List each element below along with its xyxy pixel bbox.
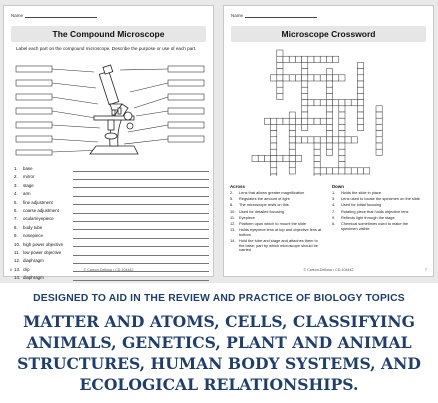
clue-text: Lens that allows greater magnification bbox=[239, 190, 305, 195]
down-heading: Down bbox=[332, 184, 344, 189]
answer-line bbox=[73, 251, 209, 256]
part-name: clip bbox=[23, 266, 30, 272]
crossword-cell bbox=[314, 143, 320, 149]
crossword-cell bbox=[326, 93, 332, 99]
crossword-cell bbox=[326, 100, 332, 106]
down-clues bbox=[332, 184, 424, 233]
clue-number: 7. bbox=[332, 208, 336, 214]
parts-list bbox=[14, 165, 209, 282]
crossword-cell bbox=[277, 56, 283, 62]
crossword-cell bbox=[302, 56, 308, 62]
list-item bbox=[14, 232, 209, 240]
crossword-cell bbox=[295, 137, 301, 143]
crossword-cell bbox=[326, 56, 332, 62]
answer-line bbox=[73, 259, 209, 264]
crossword-cell bbox=[302, 106, 308, 112]
crossword-cell bbox=[357, 69, 363, 75]
part-number: 9. bbox=[14, 233, 18, 239]
answer-line bbox=[73, 276, 209, 281]
crossword-cell bbox=[302, 87, 308, 93]
part-number: 12. bbox=[14, 258, 21, 264]
clue-number: 10. bbox=[230, 208, 236, 214]
clue-number: 4. bbox=[332, 202, 336, 208]
crossword-cell bbox=[302, 81, 308, 87]
crossword-cell bbox=[277, 50, 283, 56]
name-label: Name bbox=[231, 13, 244, 18]
part-name: low power objective bbox=[23, 249, 62, 255]
list-item bbox=[14, 190, 209, 198]
tagline: DESIGNED TO AID IN THE REVIEW AND PRACTICE OF BIOLOGY TOPICS bbox=[33, 293, 405, 304]
part-name: nosepiece bbox=[23, 233, 44, 239]
part-number: 3. bbox=[14, 182, 18, 188]
name-line bbox=[25, 13, 97, 18]
clue-item bbox=[230, 228, 322, 237]
clue-text: The microscope rests on this bbox=[239, 202, 289, 208]
part-number: 2. bbox=[14, 174, 18, 180]
clue-number: 5. bbox=[230, 196, 234, 202]
crossword-cell bbox=[339, 100, 345, 106]
name-field bbox=[11, 13, 97, 18]
crossword-cell bbox=[302, 100, 308, 106]
list-item bbox=[14, 274, 209, 282]
crossword-cell bbox=[320, 137, 326, 143]
crossword-cell bbox=[376, 124, 382, 130]
instructions: Label each part on the compound microscope. Describe the purpose or use of each part. bbox=[16, 46, 197, 51]
clue-text: Used for detailed focusing bbox=[239, 208, 284, 214]
clue-number: 14. bbox=[230, 237, 236, 243]
clue-item bbox=[332, 216, 424, 221]
crossword-cell bbox=[351, 137, 357, 143]
clue-text: Chemical sometimes used to make the specimen visible bbox=[341, 220, 409, 231]
crossword-cell bbox=[320, 56, 326, 62]
answer-line bbox=[73, 242, 209, 247]
crossword-cell bbox=[345, 137, 351, 143]
crossword-cell bbox=[289, 118, 295, 124]
page-number: 6 bbox=[10, 268, 12, 272]
part-number: 11. bbox=[14, 249, 20, 255]
part-number: 1. bbox=[14, 166, 18, 171]
crossword-cell bbox=[283, 56, 289, 62]
crossword-cell bbox=[333, 56, 339, 62]
list-item bbox=[14, 173, 209, 181]
crossword-cell bbox=[345, 100, 351, 106]
crossword-cell bbox=[271, 174, 277, 176]
part-number: 10. bbox=[14, 241, 21, 247]
crossword-cell bbox=[271, 162, 277, 168]
crossword-cell bbox=[339, 137, 345, 143]
crossword-cell bbox=[289, 131, 295, 137]
crossword-cell bbox=[314, 56, 320, 62]
crossword-cell bbox=[277, 75, 283, 81]
crossword-cell bbox=[283, 155, 289, 161]
crossword-cell bbox=[295, 56, 301, 62]
crossword-cell bbox=[277, 69, 283, 75]
topics-list: MATTER AND ATOMS, CELLS, CLASSIFYING ANIMALS, GENETICS, PLANT AND ANIMAL STRUCTURES, HUMAN BODY SYSTEMS, AND ECOLOGICAL RELATIONSHIPS. bbox=[17, 312, 421, 394]
microscope-illustration bbox=[12, 62, 208, 157]
crossword-cell bbox=[333, 100, 339, 106]
clue-text: Hold the tube and stage and attaches them to the base; part by which microscope should be carried bbox=[239, 237, 318, 253]
crossword-cell bbox=[271, 75, 277, 81]
crossword-cell bbox=[302, 69, 308, 75]
list-item bbox=[14, 199, 209, 207]
crossword-cell bbox=[271, 131, 277, 137]
crossword-cell bbox=[376, 149, 382, 155]
crossword-cell bbox=[271, 168, 277, 174]
crossword-cell bbox=[289, 124, 295, 130]
crossword-cell bbox=[258, 155, 264, 161]
crossword-cell bbox=[283, 118, 289, 124]
clue-text: Rotating piece that holds objective lens bbox=[341, 208, 409, 214]
crossword-cell bbox=[364, 168, 370, 174]
clue-text: Regulates the amount of light bbox=[239, 196, 290, 202]
crossword-cell bbox=[326, 112, 332, 118]
crossword-cell bbox=[357, 118, 363, 124]
crossword-cell bbox=[314, 168, 320, 174]
crossword-cell bbox=[326, 69, 332, 75]
clue-item bbox=[332, 197, 424, 202]
crossword-cell bbox=[314, 155, 320, 161]
crossword-cell bbox=[357, 100, 363, 106]
answer-line bbox=[73, 175, 209, 180]
crossword-cell bbox=[333, 137, 339, 143]
crossword-cell bbox=[277, 87, 283, 93]
crossword-cell bbox=[277, 93, 283, 99]
part-name: mirror bbox=[23, 174, 35, 180]
crossword-cell bbox=[302, 93, 308, 99]
crossword-cell bbox=[271, 118, 277, 124]
crossword-cell bbox=[326, 87, 332, 93]
crossword-cell bbox=[357, 81, 363, 87]
answer-line bbox=[73, 225, 209, 230]
crossword-cell bbox=[339, 131, 345, 137]
crossword-cell bbox=[339, 149, 345, 155]
crossword-cell bbox=[314, 149, 320, 155]
clue-number: 8. bbox=[230, 202, 234, 208]
page-footer: © Carson-Dellosa • CD-104442 bbox=[303, 268, 354, 272]
clue-item bbox=[230, 203, 322, 208]
crossword-cell bbox=[277, 62, 283, 68]
across-heading: Across bbox=[230, 184, 245, 189]
crossword-cell bbox=[339, 124, 345, 130]
crossword-cell bbox=[320, 100, 326, 106]
crossword-cell bbox=[339, 112, 345, 118]
clue-number: 13. bbox=[230, 227, 236, 233]
clue-number: 11. bbox=[230, 214, 236, 220]
crossword-cell bbox=[289, 143, 295, 149]
crossword-cell bbox=[339, 75, 345, 81]
crossword-cell bbox=[283, 75, 289, 81]
crossword-cell bbox=[376, 143, 382, 149]
crossword-cell bbox=[277, 118, 283, 124]
clue-item bbox=[230, 197, 322, 202]
crossword-cell bbox=[326, 131, 332, 137]
answer-line bbox=[73, 167, 209, 172]
crossword-cell bbox=[339, 155, 345, 161]
crossword-cell bbox=[357, 75, 363, 81]
crossword-cell bbox=[314, 75, 320, 81]
crossword-cell bbox=[314, 174, 320, 176]
part-name: stage bbox=[23, 182, 34, 188]
crossword-cell bbox=[277, 155, 283, 161]
part-name: diaphragm bbox=[23, 275, 44, 281]
crossword-cell bbox=[326, 149, 332, 155]
page-title: The Compound Microscope bbox=[11, 26, 206, 42]
crossword-cell bbox=[326, 75, 332, 81]
crossword-cell bbox=[308, 100, 314, 106]
crossword-cell bbox=[339, 143, 345, 149]
crossword-cell bbox=[376, 137, 382, 143]
page-footer: © Carson-Dellosa • CD-104442 bbox=[83, 268, 134, 272]
page-number: 7 bbox=[425, 268, 427, 272]
crossword-cell bbox=[308, 137, 314, 143]
crossword-cell bbox=[326, 106, 332, 112]
crossword-cell bbox=[308, 75, 314, 81]
crossword-cell bbox=[289, 112, 295, 118]
clue-item bbox=[332, 203, 424, 208]
crossword-cell bbox=[339, 162, 345, 168]
crossword-cell bbox=[357, 106, 363, 112]
crossword-cell bbox=[271, 149, 277, 155]
clue-item bbox=[230, 222, 322, 227]
clue-item bbox=[332, 210, 424, 215]
crossword-cell bbox=[302, 118, 308, 124]
crossword-cell bbox=[351, 168, 357, 174]
crossword-cell bbox=[320, 75, 326, 81]
crossword-cell bbox=[339, 168, 345, 174]
crossword-cell bbox=[295, 75, 301, 81]
clue-text: Platform upon which to mount the slide bbox=[239, 220, 307, 226]
crossword-cell bbox=[376, 106, 382, 112]
answer-line bbox=[73, 192, 209, 197]
part-name: coarse adjustment bbox=[23, 207, 59, 213]
part-name: base bbox=[23, 166, 33, 171]
list-item bbox=[14, 224, 209, 232]
name-label: Name bbox=[11, 13, 24, 18]
crossword-cell bbox=[302, 112, 308, 118]
answer-line bbox=[73, 217, 209, 222]
page-title: Microscope Crossword bbox=[231, 26, 426, 42]
clue-text: Eyepiece bbox=[239, 214, 256, 220]
part-number: 7. bbox=[14, 216, 18, 222]
part-name: high power objective bbox=[23, 241, 64, 247]
name-field bbox=[231, 13, 317, 18]
crossword-cell bbox=[289, 155, 295, 161]
crossword-cell bbox=[357, 93, 363, 99]
crossword-cell bbox=[314, 100, 320, 106]
clue-text: Holds the slide in place bbox=[341, 190, 382, 195]
list-item bbox=[14, 257, 209, 265]
crossword-cell bbox=[357, 124, 363, 130]
part-number: 5. bbox=[14, 199, 18, 205]
crossword-cell bbox=[333, 75, 339, 81]
crossword-cell bbox=[314, 162, 320, 168]
crossword-cell bbox=[314, 118, 320, 124]
crossword-cell bbox=[376, 112, 382, 118]
answer-line bbox=[73, 209, 209, 214]
name-line bbox=[245, 13, 317, 18]
crossword-cell bbox=[339, 106, 345, 112]
clue-number: 9. bbox=[332, 214, 336, 220]
right-worksheet-page bbox=[223, 5, 434, 277]
left-worksheet-page bbox=[3, 5, 214, 281]
answer-line bbox=[73, 183, 209, 188]
crossword-cell bbox=[326, 118, 332, 124]
list-item bbox=[14, 207, 209, 215]
part-number: 14. bbox=[14, 275, 21, 281]
part-number: 4. bbox=[14, 191, 18, 197]
clue-item bbox=[332, 191, 424, 196]
part-name: ocular/eyepiece bbox=[23, 216, 54, 222]
crossword-cell bbox=[326, 143, 332, 149]
list-item bbox=[14, 215, 209, 223]
part-number: 13. bbox=[14, 266, 21, 272]
part-number: 6. bbox=[14, 207, 18, 213]
crossword-cell bbox=[271, 124, 277, 130]
crossword-cell bbox=[351, 100, 357, 106]
clue-number: 1. bbox=[332, 190, 336, 195]
part-name: fine adjustment bbox=[23, 199, 53, 205]
clue-item bbox=[230, 191, 322, 196]
part-number: 8. bbox=[14, 224, 18, 230]
clue-text: Holds eyepiece lens at top and objective lens at bottom bbox=[239, 227, 322, 237]
crossword-cell bbox=[289, 162, 295, 168]
list-item bbox=[14, 165, 209, 173]
clue-text: Used for initial focusing bbox=[341, 202, 382, 208]
list-item bbox=[14, 241, 209, 249]
answer-line bbox=[73, 200, 209, 205]
answer-line bbox=[73, 234, 209, 239]
clue-item bbox=[230, 210, 322, 215]
crossword-cell bbox=[308, 56, 314, 62]
crossword-cell bbox=[289, 149, 295, 155]
list-item bbox=[14, 249, 209, 257]
clue-item bbox=[332, 222, 424, 231]
crossword-cell bbox=[302, 124, 308, 130]
crossword-cell bbox=[271, 143, 277, 149]
crossword-cell bbox=[320, 118, 326, 124]
clue-number: 12. bbox=[230, 220, 236, 226]
clue-item bbox=[230, 239, 322, 253]
crossword-cell bbox=[314, 137, 320, 143]
crossword-cell bbox=[357, 168, 363, 174]
crossword-cell bbox=[326, 124, 332, 130]
part-name: diaphragm bbox=[23, 258, 44, 264]
microscope-diagram bbox=[12, 62, 208, 157]
crossword-cell bbox=[326, 81, 332, 87]
clue-text: Lens used to locate the specimen on the slide bbox=[341, 196, 420, 202]
crossword-cell bbox=[308, 118, 314, 124]
crossword-grid-svg bbox=[234, 46, 424, 176]
crossword-cell bbox=[264, 155, 270, 161]
part-name: body tube bbox=[23, 224, 43, 230]
crossword-cell bbox=[326, 168, 332, 174]
crossword-cell bbox=[289, 75, 295, 81]
promo-blurb bbox=[0, 283, 438, 403]
across-clues bbox=[230, 184, 322, 254]
crossword-cell bbox=[295, 118, 301, 124]
clue-number: 3. bbox=[332, 196, 336, 202]
crossword-grid bbox=[234, 46, 424, 176]
crossword-cell bbox=[333, 168, 339, 174]
crossword-cell bbox=[289, 56, 295, 62]
crossword-cell bbox=[271, 137, 277, 143]
crossword-cell bbox=[289, 137, 295, 143]
crossword-cell bbox=[277, 81, 283, 87]
clue-text: Reflects light through the stage bbox=[341, 214, 395, 220]
crossword-cell bbox=[252, 155, 258, 161]
crossword-cell bbox=[302, 62, 308, 68]
crossword-cell bbox=[302, 137, 308, 143]
crossword-cell bbox=[357, 112, 363, 118]
crossword-cell bbox=[357, 62, 363, 68]
crossword-cell bbox=[295, 155, 301, 161]
crossword-cell bbox=[345, 168, 351, 174]
crossword-cell bbox=[376, 118, 382, 124]
clue-number: 2. bbox=[230, 190, 234, 195]
crossword-cell bbox=[320, 168, 326, 174]
crossword-cell bbox=[357, 87, 363, 93]
clue-item bbox=[230, 216, 322, 221]
clue-number: 6. bbox=[332, 220, 336, 226]
crossword-cell bbox=[289, 168, 295, 174]
crossword-cell bbox=[302, 75, 308, 81]
crossword-cell bbox=[376, 131, 382, 137]
list-item bbox=[14, 182, 209, 190]
crossword-cell bbox=[339, 118, 345, 124]
crossword-cell bbox=[264, 118, 270, 124]
crossword-cell bbox=[326, 137, 332, 143]
crossword-cell bbox=[271, 155, 277, 161]
part-name: arm bbox=[23, 191, 31, 197]
